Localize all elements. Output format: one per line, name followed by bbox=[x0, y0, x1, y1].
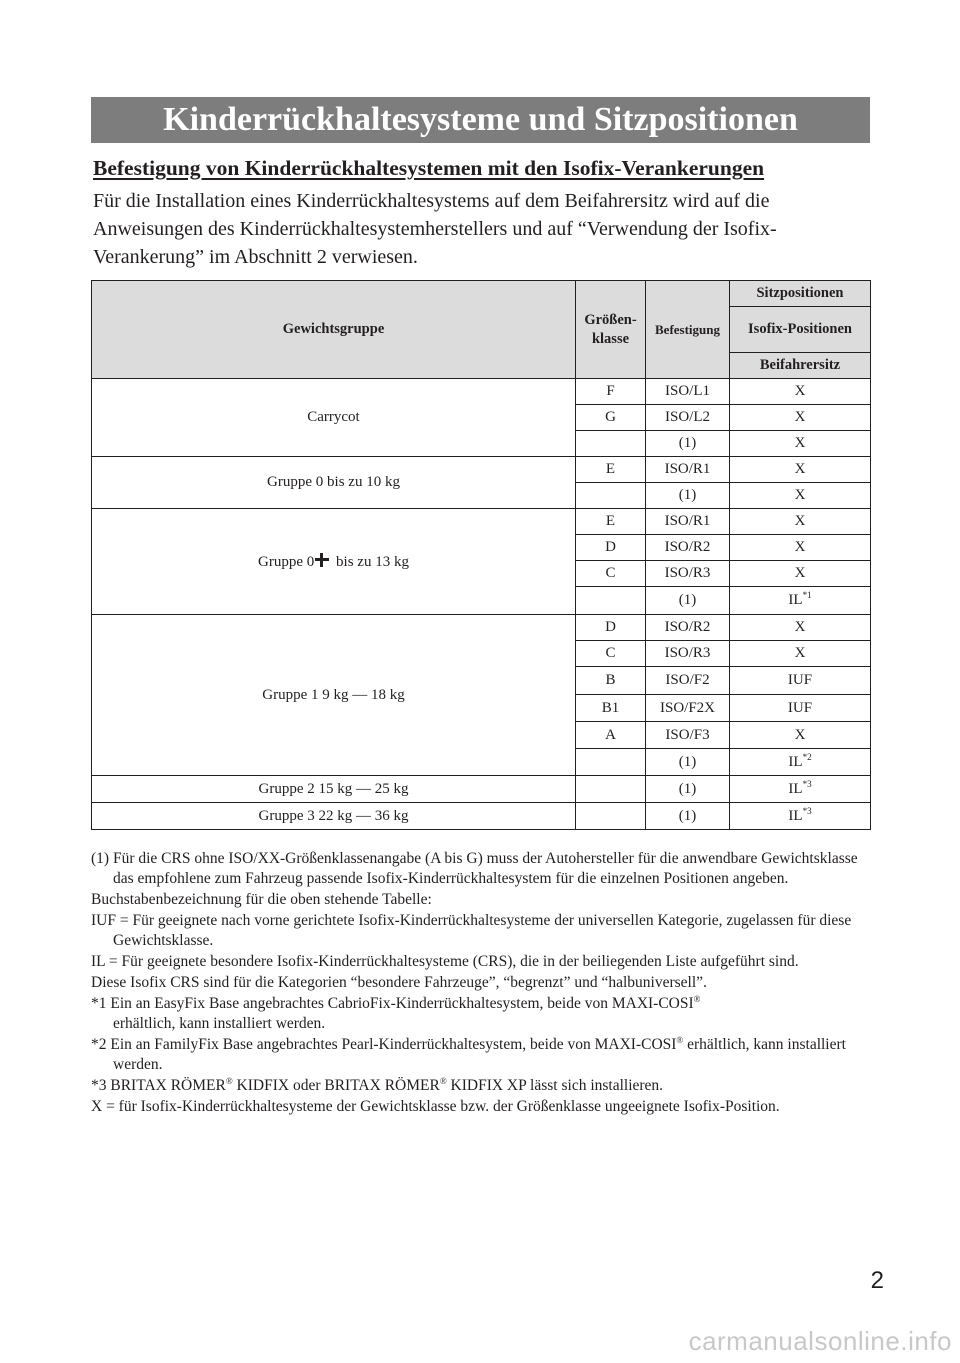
mounting-cell: ISO/R3 bbox=[646, 561, 730, 587]
table-row bbox=[92, 509, 871, 535]
size-class-cell bbox=[576, 776, 646, 803]
weight-group-cell: Gruppe 0 bis zu 13 kg bbox=[92, 509, 576, 615]
header-seat-positions: Sitzpositionen bbox=[730, 281, 871, 307]
note-star2 bbox=[91, 1035, 881, 1075]
intro-paragraph: Für die Installation eines Kinderrückhaltesystems auf dem Beifahrersitz wird auf die Anweisungen des Kinderrückhaltesystemherstellers und auf “Verwendung der Isofix-Verankerung” im Abschnitt 2 verwiesen. bbox=[93, 190, 777, 268]
passenger-seat-cell: X bbox=[730, 535, 871, 561]
size-class-cell: G bbox=[576, 405, 646, 431]
note-x: X = für Isofix-Kinderrückhaltesysteme der Gewichtsklasse bzw. der Größenklasse ungeeignete Isofix-Position. bbox=[91, 1098, 780, 1115]
mounting-cell: ISO/F3 bbox=[646, 722, 730, 749]
note-star3-text-c: KIDFIX XP lässt sich installieren. bbox=[446, 1077, 664, 1094]
footnote-ref: *1 bbox=[802, 590, 812, 600]
passenger-seat-cell: IL$^{*1}$ bbox=[730, 587, 871, 615]
size-class-cell: F bbox=[576, 379, 646, 405]
note-1: (1) Für die CRS ohne ISO/XX-Größenklassenangabe (A bis G) muss der Autohersteller für die anwendbare Gewichtsklasse das empfohlene zum Fahrzeug passende Isofix-Kinderrückhaltesystem für die einzelnen Positionen angeben. bbox=[91, 850, 858, 887]
weight-group-cell: Gruppe 3 22 kg — 36 kg bbox=[92, 803, 576, 830]
watermark: carmanualsonline.info bbox=[688, 1326, 952, 1356]
passenger-seat-cell: IL$^{*3}$ bbox=[730, 776, 871, 803]
isofix-table bbox=[91, 280, 871, 830]
mounting-cell: (1) bbox=[646, 776, 730, 803]
note-2: Buchstabenbezeichnung für die oben stehende Tabelle: bbox=[91, 891, 432, 908]
registered-mark: ® bbox=[676, 1035, 684, 1045]
size-class-cell: D bbox=[576, 535, 646, 561]
passenger-seat-cell: X bbox=[730, 509, 871, 535]
passenger-seat-cell: X bbox=[730, 483, 871, 509]
size-class-cell: C bbox=[576, 561, 646, 587]
passenger-seat-cell: X bbox=[730, 722, 871, 749]
size-class-cell: C bbox=[576, 641, 646, 667]
plus-icon bbox=[314, 552, 330, 568]
weight-group-cell: Gruppe 0 bis zu 10 kg bbox=[92, 457, 576, 509]
passenger-seat-cell: X bbox=[730, 615, 871, 641]
mounting-cell: ISO/R1 bbox=[646, 457, 730, 483]
weight-group-cell: Gruppe 2 15 kg — 25 kg bbox=[92, 776, 576, 803]
passenger-seat-cell: X bbox=[730, 641, 871, 667]
note-categories: Diese Isofix CRS sind für die Kategorien “besondere Fahrzeuge”, “begrenzt” und “halbuniversell”. bbox=[91, 974, 707, 991]
footnote-ref: *2 bbox=[802, 751, 812, 762]
header-passenger-seat: Beifahrersitz bbox=[730, 353, 871, 379]
size-class-cell: B1 bbox=[576, 695, 646, 722]
size-class-cell bbox=[576, 803, 646, 830]
passenger-seat-cell: X bbox=[730, 405, 871, 431]
footnote-ref: *3 bbox=[802, 778, 812, 789]
page-banner-title: Kinderrückhaltesysteme und Sitzpositionen bbox=[91, 97, 870, 143]
size-class-cell bbox=[576, 587, 646, 615]
table-row bbox=[92, 379, 871, 405]
mounting-cell: ISO/F2 bbox=[646, 667, 730, 695]
note-iuf: IUF = Für geeignete nach vorne gerichtete Isofix-Kinderrückhaltesysteme der universellen Kategorie, zugelassen für diese Gewichtsklasse. bbox=[91, 912, 852, 949]
note-star3 bbox=[91, 1076, 881, 1096]
passenger-seat-cell: IUF bbox=[730, 667, 871, 695]
note-il: IL = Für geeignete besondere Isofix-Kinderrückhaltesysteme (CRS), die in der beiliegenden Liste aufgeführt sind. bbox=[91, 953, 799, 970]
mounting-cell: ISO/F2X bbox=[646, 695, 730, 722]
table-body bbox=[92, 379, 871, 830]
note-star1-text-cont: erhältlich, kann installiert werden. bbox=[113, 1015, 326, 1032]
mounting-cell: (1) bbox=[646, 587, 730, 615]
mounting-cell: (1) bbox=[646, 431, 730, 457]
table-row bbox=[92, 615, 871, 641]
mounting-cell: ISO/R2 bbox=[646, 615, 730, 641]
mounting-cell: ISO/R2 bbox=[646, 535, 730, 561]
mounting-cell: (1) bbox=[646, 483, 730, 509]
mounting-cell: ISO/R3 bbox=[646, 641, 730, 667]
passenger-seat-cell: IL$^{*3}$ bbox=[730, 803, 871, 830]
header-weight-group: Gewichtsgruppe bbox=[92, 281, 576, 379]
page-number: 2 bbox=[870, 1267, 884, 1294]
size-class-cell: A bbox=[576, 722, 646, 749]
passenger-seat-cell: X bbox=[730, 379, 871, 405]
note-star3-text-b: KIDFIX oder BRITAX RÖMER bbox=[232, 1077, 440, 1094]
section-subtitle: Befestigung von Kinderrückhaltesystemen mit den Isofix-Verankerungen bbox=[93, 156, 765, 180]
size-class-cell: E bbox=[576, 457, 646, 483]
size-class-cell bbox=[576, 749, 646, 776]
table-row bbox=[92, 803, 871, 830]
note-star3-text-a: *3 BRITAX RÖMER bbox=[91, 1077, 226, 1094]
registered-mark: ® bbox=[693, 994, 701, 1004]
header-isofix-positions: Isofix-Positionen bbox=[730, 307, 871, 353]
registered-mark: ® bbox=[439, 1076, 447, 1086]
mounting-cell: (1) bbox=[646, 803, 730, 830]
header-mounting: Befestigung bbox=[646, 281, 730, 379]
mounting-cell: ISO/L2 bbox=[646, 405, 730, 431]
passenger-seat-cell: IUF bbox=[730, 695, 871, 722]
weight-group-cell: Carrycot bbox=[92, 379, 576, 457]
note-star2-text-cont: erhältlich, kann installiert werden. bbox=[113, 1036, 846, 1073]
header-size-class: Größen- klasse bbox=[576, 281, 646, 379]
size-class-cell: E bbox=[576, 509, 646, 535]
mounting-cell: ISO/L1 bbox=[646, 379, 730, 405]
passenger-seat-cell: IL$^{*2}$ bbox=[730, 749, 871, 776]
size-class-cell: B bbox=[576, 667, 646, 695]
size-class-cell: D bbox=[576, 615, 646, 641]
size-class-cell bbox=[576, 483, 646, 509]
note-star2-text: *2 Ein an FamilyFix Base angebrachtes Pearl-Kinderrückhaltesystem, beide von MAXI-COSI bbox=[91, 1036, 677, 1053]
passenger-seat-cell: X bbox=[730, 561, 871, 587]
footnotes bbox=[91, 849, 881, 1118]
mounting-cell: ISO/R1 bbox=[646, 509, 730, 535]
table-row bbox=[92, 457, 871, 483]
mounting-cell: (1) bbox=[646, 749, 730, 776]
passenger-seat-cell: X bbox=[730, 457, 871, 483]
registered-mark: ® bbox=[225, 1076, 233, 1086]
note-star1-text: *1 Ein an EasyFix Base angebrachtes CabrioFix-Kinderrückhaltesystem, beide von MAXI-COSI bbox=[91, 995, 694, 1012]
note-star1 bbox=[91, 994, 881, 1034]
table-row bbox=[92, 776, 871, 803]
weight-group-cell: Gruppe 1 9 kg — 18 kg bbox=[92, 615, 576, 776]
passenger-seat-cell: X bbox=[730, 431, 871, 457]
size-class-cell bbox=[576, 431, 646, 457]
footnote-ref: *3 bbox=[802, 805, 812, 816]
